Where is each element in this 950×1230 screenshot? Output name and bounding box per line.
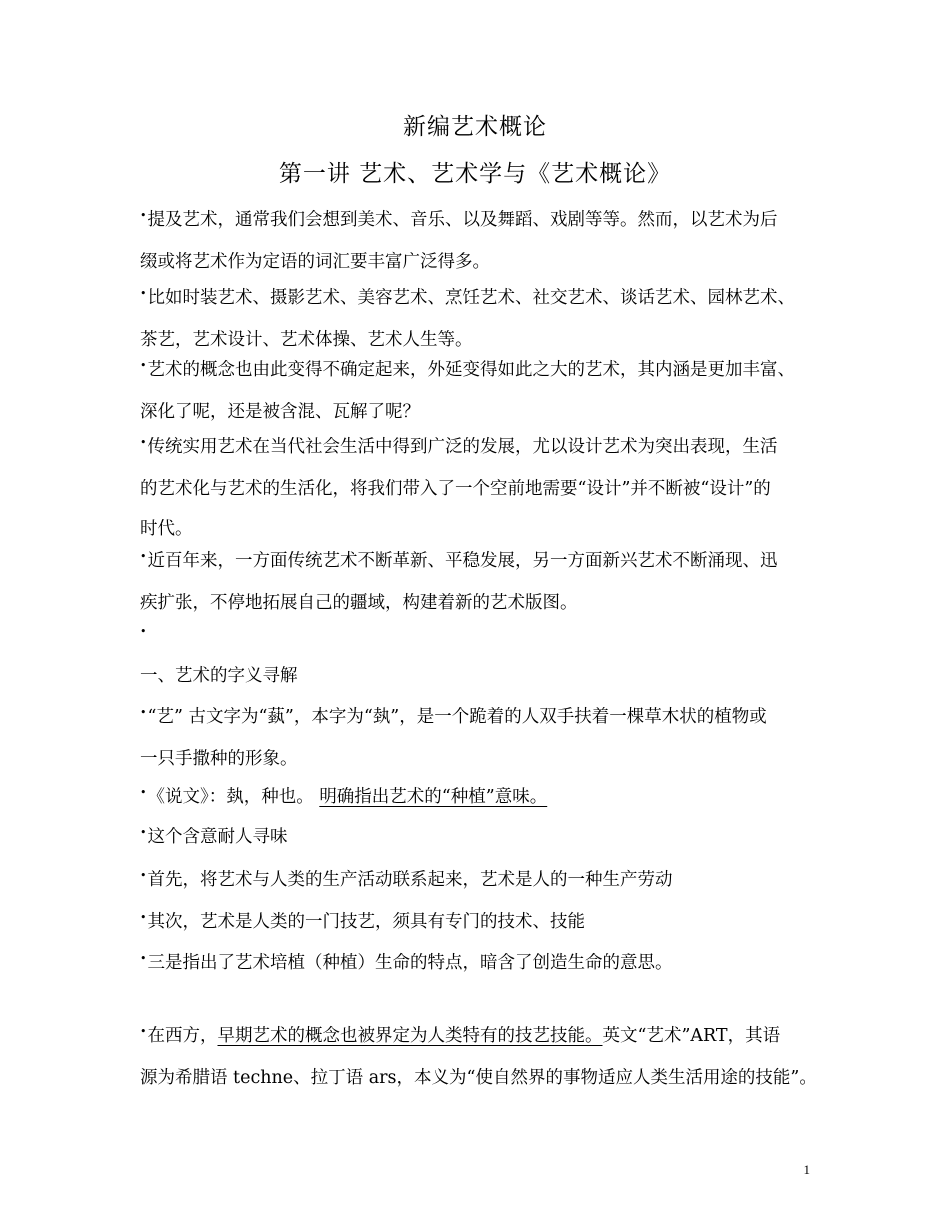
- document-title: 新编艺术概论: [403, 114, 547, 140]
- paragraph: [140, 943, 812, 985]
- paragraph-line: 疾扩张，不停地拓展自己的疆域，构建着新的艺术版图。: [140, 593, 578, 613]
- document-subtitle: 第一讲 艺术、艺术学与《艺术概论》: [278, 161, 672, 187]
- bullet-icon: •: [140, 869, 147, 882]
- bullet-icon: •: [140, 209, 147, 222]
- paragraph-line: 缀或将艺术作为定语的词汇要丰富广泛得多。: [140, 252, 490, 272]
- paragraph-text: 《说文》：埶，种也。: [147, 787, 320, 807]
- paragraph-line: 时代。: [140, 519, 193, 539]
- paragraph-line: “艺” 古文字为“蓺”，本字为“埶”，是一个跪着的人双手扶着一棵草木状的植物或: [147, 707, 767, 727]
- paragraph: [140, 278, 812, 360]
- paragraph: [140, 697, 812, 779]
- paragraph-line: 一只手撒种的形象。: [140, 749, 298, 769]
- paragraph-text: 英文“艺术”ART，其语: [602, 1026, 781, 1046]
- paragraph-line: 比如时装艺术、摄影艺术、美容艺术、烹饪艺术、社交艺术、谈话艺术、园林艺术、: [147, 288, 795, 308]
- bullet-icon: •: [140, 625, 147, 638]
- bullet-icon: •: [140, 952, 147, 965]
- paragraph: [140, 902, 812, 944]
- bullet-icon: •: [140, 911, 147, 924]
- paragraph-line: 的艺术化与艺术的生活化，将我们带入了一个空前地需要“设计”并不断被“设计”的: [140, 479, 771, 499]
- bullet-icon: •: [140, 359, 147, 372]
- page-number: 1: [803, 1162, 810, 1177]
- bullet-icon: •: [140, 706, 147, 719]
- bullet-icon: •: [140, 550, 147, 563]
- bullet-icon: •: [140, 287, 147, 300]
- paragraph: [140, 427, 812, 549]
- paragraph: [140, 817, 812, 859]
- paragraph-text: 在西方，: [147, 1026, 218, 1046]
- paragraph: [140, 1016, 817, 1098]
- bullet-icon: •: [140, 1025, 147, 1038]
- bullet-icon: •: [140, 436, 147, 449]
- paragraph-line: 这个含意耐人寻味: [147, 827, 288, 847]
- paragraph-line: 艺术的概念也由此变得不确定起来，外延变得如此之大的艺术，其内涵是更加丰富、: [147, 360, 795, 380]
- paragraph-line: 提及艺术，通常我们会想到美术、音乐、以及舞蹈、戏剧等等。然而，以艺术为后: [147, 210, 778, 230]
- paragraph-line: 三是指出了艺术培植（种植）生命的特点，暗含了创造生命的意思。: [147, 953, 673, 973]
- paragraph-line: 深化了呢，还是被含混、瓦解了呢？: [140, 402, 420, 422]
- bullet-icon: •: [140, 826, 147, 839]
- paragraph: [140, 541, 812, 623]
- paragraph-line: 其次，艺术是人类的一门技艺，须具有专门的技术、技能: [147, 912, 585, 932]
- paragraph-line: 首先，将艺术与人类的生产活动联系起来，艺术是人的一种生产劳动: [147, 870, 673, 890]
- paragraph-line: 传统实用艺术在当代社会生活中得到广泛的发展，尤以设计艺术为突出表现，生活: [147, 437, 778, 457]
- underlined-text: 早期艺术的概念也被界定为人类特有的技艺技能。: [217, 1026, 603, 1046]
- bullet-icon: •: [140, 786, 147, 799]
- paragraph: [140, 350, 812, 432]
- paragraph-line: 近百年来，一方面传统艺术不断革新、平稳发展，另一方面新兴艺术不断涌现、迅: [147, 551, 778, 571]
- paragraph: [140, 860, 812, 902]
- paragraph-line: 源为希腊语 techne、拉丁语 ars，本义为“使自然界的事物适应人类生活用途的技能”。: [140, 1068, 817, 1088]
- empty-bullet-line: [140, 612, 812, 654]
- paragraph: [140, 200, 812, 282]
- underlined-text: 明确指出艺术的“种植”意味。: [319, 787, 548, 807]
- section-heading: 一、艺术的字义寻解: [140, 666, 298, 686]
- paragraph-line: 茶艺，艺术设计、艺术体操、艺术人生等。: [140, 330, 473, 350]
- paragraph: [140, 777, 812, 819]
